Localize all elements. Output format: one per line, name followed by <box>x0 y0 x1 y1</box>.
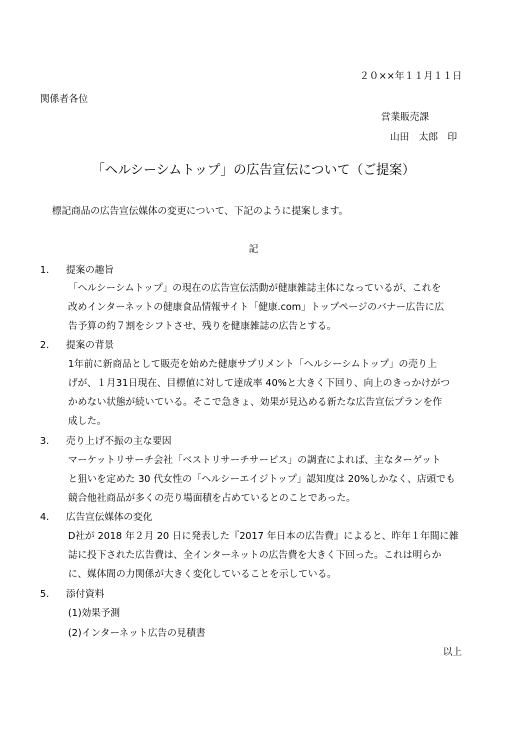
recipient: 関係者各位 <box>40 94 88 105</box>
section-1-line-1: 「ヘルシーシムトップ」の現在の広告宣伝活動が健康雑誌主体になっているが、これを <box>68 283 442 294</box>
section-number: 1. <box>40 265 50 276</box>
section-2-line-3: かめない状態が続いている。そこで急きょ、効果が見込める新たな広告宣伝プランを作 <box>68 397 443 408</box>
section-2-line-1: 1年前に新商品として販売を始めた健康サプリメント「ヘルシーシムトップ」の売り上 <box>68 359 437 370</box>
section-3-line-1: マーケットリサーチ会社「ベストリサーチサービス」の調査によれば、主なターゲット <box>68 455 441 466</box>
document-title: 「ヘルシーシムトップ」の広告宣伝について（ご提案） <box>91 163 416 178</box>
section-4-line-3: に、媒体間の力関係が大きく変化していることを示している。 <box>68 569 337 580</box>
section-3-line-3: 競合他社商品が多くの売り場面積を占めているとのことであった。 <box>68 493 356 504</box>
section-title: 広告宣伝媒体の変化 <box>66 512 153 523</box>
department: 営業販売課 <box>381 112 429 123</box>
section-number: 4. <box>40 512 50 523</box>
attachment-2: (2)インターネット広告の見積書 <box>68 628 206 639</box>
closing-ijou: 以上 <box>442 647 462 658</box>
section-number: 3. <box>40 436 50 447</box>
ki-heading: 記 <box>248 244 259 255</box>
section-title: 提案の背景 <box>66 340 114 351</box>
section-1-line-2: 改めインターネットの健康食品情報サイト「健康.com」トップページのバナー広告に広 <box>68 302 445 313</box>
section-number: 2. <box>40 340 50 351</box>
intro-text: 標記商品の広告宣伝媒体の変更について、下記のように提案します。 <box>52 206 349 217</box>
section-title: 売り上げ不振の主な要因 <box>66 436 172 447</box>
section-4-line-1: D社が 2018 年２月 20 日に発表した『2017 年日本の広告費』によると、昨年１年間に雑 <box>68 531 459 542</box>
date: ２０××年１１月１１日 <box>359 71 462 82</box>
section-4-line-2: 誌に投下された広告費は、全インターネットの広告費を大きく下回った。これは明らか <box>68 550 442 561</box>
section-3-line-2: と狙いを定めた 30 代女性の「ヘルシーエイジトップ」認知度は 20%しかなく、店頭でも <box>68 474 456 485</box>
section-title: 添付資料 <box>66 589 105 600</box>
section-2-line-4: 成した。 <box>68 416 107 427</box>
attachment-1: (1)効果予測 <box>68 608 120 619</box>
section-title: 提案の趣旨 <box>66 265 114 276</box>
section-2-line-2: げが、１月31日現在、目標値に対して達成率 40%と大きく下回り、向上のきっかけがつ <box>68 378 450 389</box>
section-number: 5. <box>40 589 50 600</box>
section-1-line-3: 告予算の約７割をシフトさせ、残りを健康雑誌の広告とする。 <box>68 321 337 332</box>
signer: 山田 太郎 印 <box>390 132 458 143</box>
